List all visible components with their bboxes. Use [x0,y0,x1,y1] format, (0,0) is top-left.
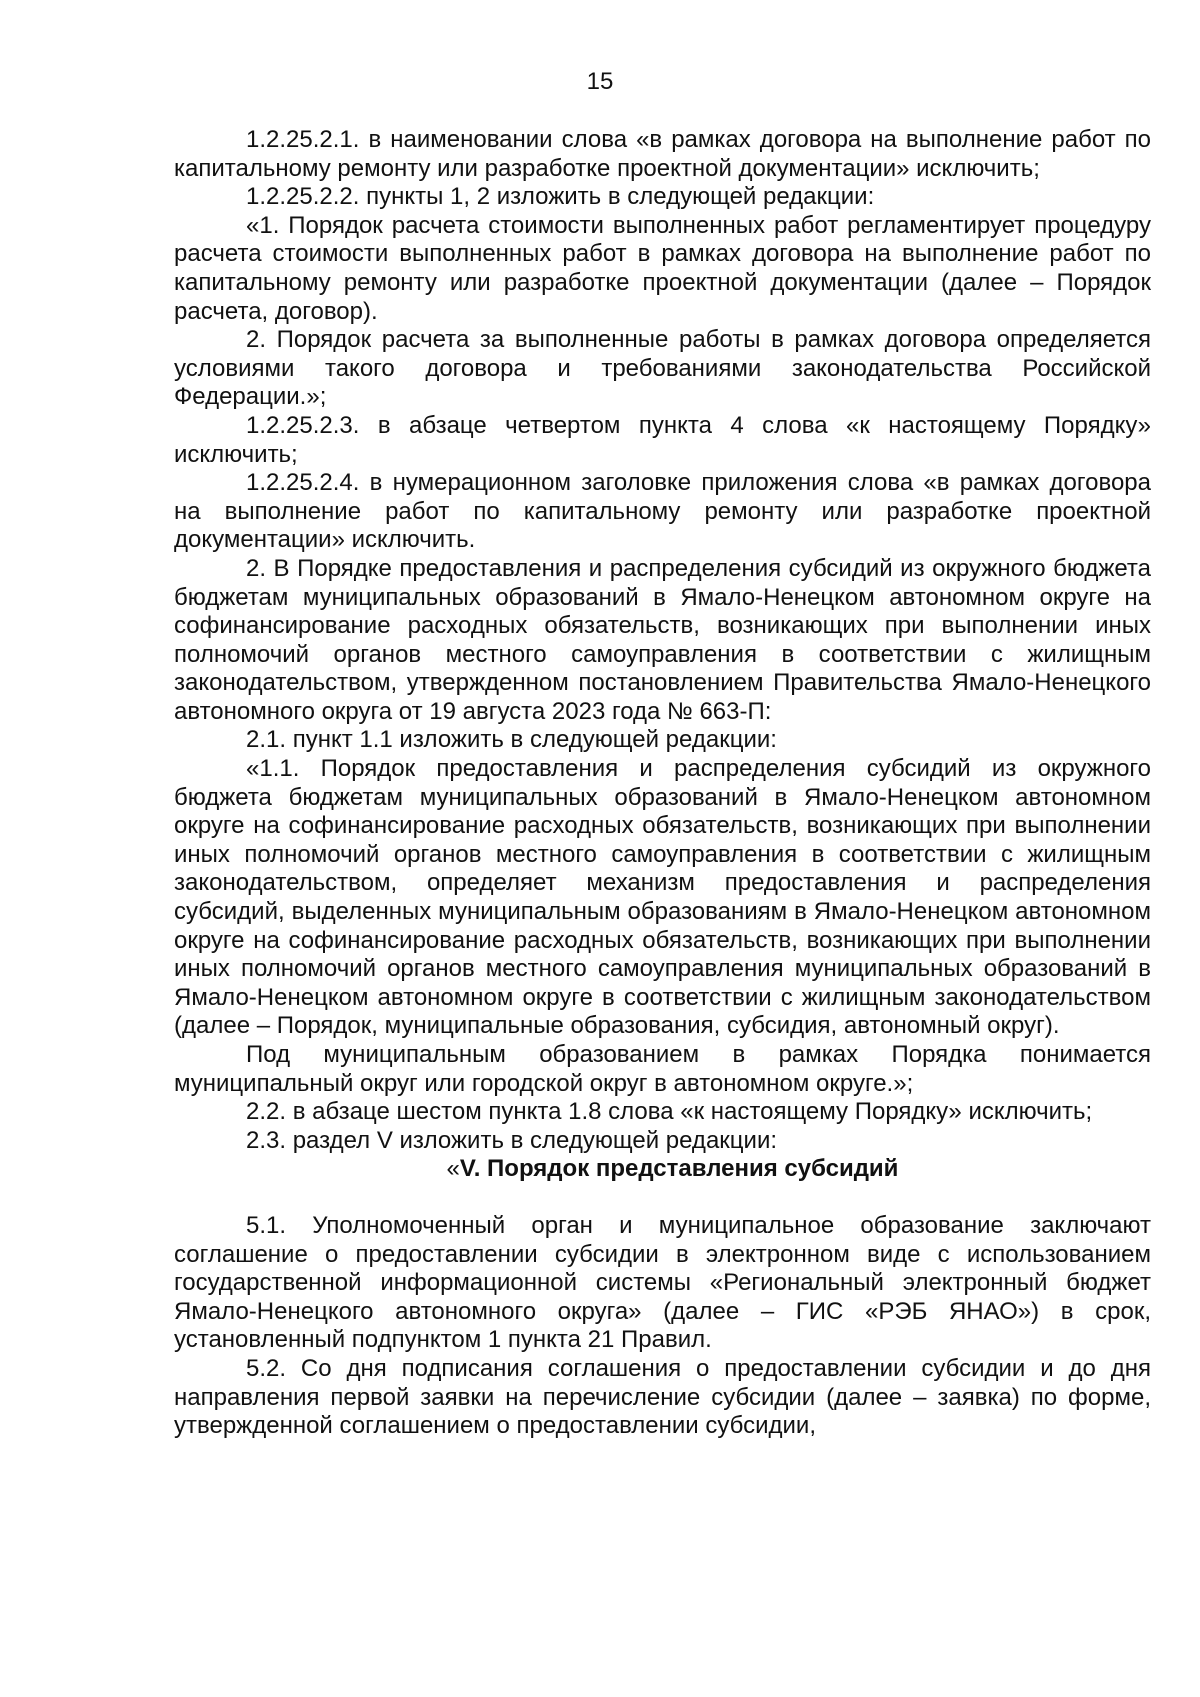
heading-quote-mark: « [446,1155,460,1183]
paragraph-quote-1: «1. Порядок расчета стоимости выполненных работ регламентирует процедуру расчета стоимости выполненных работ в рамках договора на выполнение работ по капитальному ремонту или разработке проектной документации (далее – Порядок расчета, договор). [174,211,1151,325]
paragraph-2-3: 2.3. раздел V изложить в следующей редакции: [246,1126,778,1154]
paragraph-2-1: 2.1. пункт 1.1 изложить в следующей редакции: [246,726,777,754]
paragraph-quote-2: 2. Порядок расчета за выполненные работы в рамках договора определяется условиями такого договора и требованиями законодательства Российской Федерации.»; [174,326,1151,411]
paragraph-quote-1-1: «1.1. Порядок предоставления и распределения субсидий из окружного бюджета бюджетам муниципальных образований в Ямало-Ненецком автономном округе на софинансирование расходных обязательств, возникающих при выполнении иных полномочий органов местного самоуправления в соответствии с жилищным законодательством, определяет механизм предоставления и распределения субсидий, выделенных муниципальным образованиям в Ямало-Ненецком автономном округе на софинансирование расходных обязательств, возникающих при выполнении иных полномочий органов местного самоуправления муниципальных образований в Ямало-Ненецком автономном округе в соответствии с жилищным законодательством (далее – Порядок, муниципальные образования, субсидия, автономный округ). [174,755,1151,1040]
document-body [174,126,1151,1441]
paragraph-1-2-25-2-3: 1.2.25.2.3. в абзаце четвертом пункта 4 слова «к настоящему Порядку» исключить; [174,411,1151,468]
paragraph-2-2: 2.2. в абзаце шестом пункта 1.8 слова «к настоящему Порядку» исключить; [246,1098,1093,1126]
paragraph-1-2-25-2-2: 1.2.25.2.2. пункты 1, 2 изложить в следующей редакции: [246,183,875,211]
paragraph-1-2-25-2-1: 1.2.25.2.1. в наименовании слова «в рамках договора на выполнение работ по капитальному ремонту или разработке проектной документации» исключить; [174,126,1151,182]
paragraph-5-1: 5.1. Уполномоченный орган и муниципальное образование заключают соглашение о предоставлении субсидии в электронном виде с использованием государственной информационной системы «Региональный электронный бюджет Ямало-Ненецкого автономного округа» (далее – ГИС «РЭБ ЯНАО») в срок, установленный подпунктом 1 пункта 21 Правил. [174,1211,1151,1354]
paragraph-1-2-25-2-4: 1.2.25.2.4. в нумерационном заголовке приложения слова «в рамках договора на выполнение работ по капитальному ремонту или разработке проектной документации» исключить. [174,469,1151,554]
paragraph-2: 2. В Порядке предоставления и распределения субсидий из окружного бюджета бюджетам муниципальных образований в Ямало-Ненецком автономном округе на софинансирование расходных обязательств, возникающих при выполнении иных полномочий органов местного самоуправления в соответствии с жилищным законодательством, утвержденном постановлением Правительства Ямало-Ненецкого автономного округа от 19 августа 2023 года № 663-П: [174,554,1151,725]
page-number: 15 [586,68,614,95]
section-heading [174,1155,1151,1184]
paragraph-municipal-definition: Под муниципальным образованием в рамках Порядка понимается муниципальный округ или городской округ в автономном округе.»; [174,1041,1151,1097]
heading-text: V. Порядок представления субсидий [459,1155,899,1183]
paragraph-5-2: 5.2. Со дня подписания соглашения о предоставлении субсидии и до дня направления первой заявки на перечисление субсидии (далее – заявка) по форме, утвержденной соглашением о предоставлении субсидии, [174,1354,1151,1440]
